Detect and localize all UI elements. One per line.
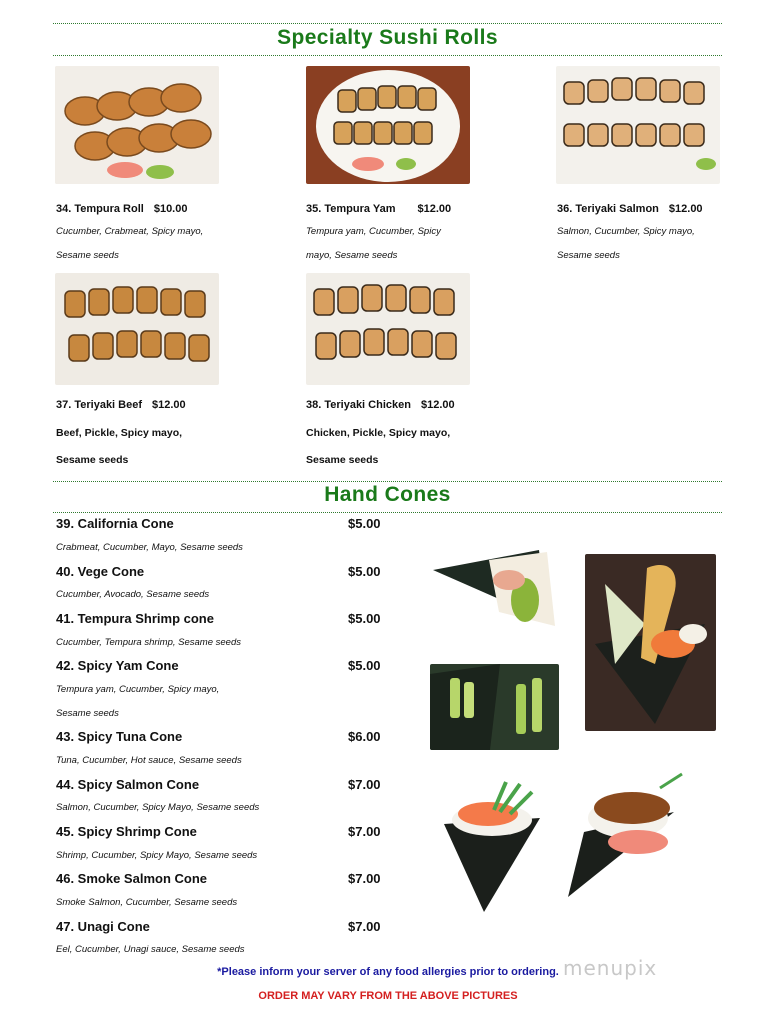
cone-desc: Eel, Cucumber, Unagi sauce, Sesame seeds — [56, 944, 245, 955]
cone-desc: Shrimp, Cucumber, Spicy Mayo, Sesame seeds — [56, 850, 258, 861]
roll-desc — [306, 220, 481, 268]
cone-price: $6.00 — [348, 729, 381, 744]
hand-cone-photo — [564, 772, 690, 897]
sushi-roll-photo — [55, 66, 219, 184]
allergy-note: *Please inform your server of any food allergies prior to ordering. — [217, 966, 559, 978]
roll-desc-line: Sesame seeds — [306, 454, 379, 466]
roll-desc — [56, 420, 231, 474]
cone-price: $5.00 — [348, 516, 381, 531]
cone-name: 45. Spicy Shrimp Cone — [56, 824, 197, 839]
cone-desc: Crabmeat, Cucumber, Mayo, Sesame seeds — [56, 542, 243, 553]
cone-price: $7.00 — [348, 871, 381, 886]
roll-price: $10.00 — [153, 203, 188, 215]
roll-name: 38. Teriyaki Chicken — [306, 399, 411, 411]
cone-desc: Sesame seeds — [56, 708, 119, 719]
hand-cone-photo — [429, 540, 559, 632]
hand-cone-photo — [585, 554, 716, 731]
cone-desc: Smoke Salmon, Cucumber, Sesame seeds — [56, 897, 238, 908]
roll-desc-line: Sesame seeds — [56, 454, 129, 466]
cone-desc: Tempura yam, Cucumber, Spicy mayo, — [56, 684, 220, 695]
roll-desc-line: Cucumber, Crabmeat, Spicy mayo, — [56, 226, 204, 237]
menupix-watermark: menupix — [563, 956, 658, 980]
cone-name: 46. Smoke Salmon Cone — [56, 871, 207, 886]
cone-desc: Salmon, Cucumber, Spicy Mayo, Sesame seeds — [56, 802, 260, 813]
hand-cone-photo — [440, 778, 553, 912]
cone-price: $5.00 — [348, 658, 381, 673]
roll-desc — [56, 220, 231, 268]
cone-price: $7.00 — [348, 824, 381, 839]
roll-price: $12.00 — [417, 203, 452, 215]
cone-desc: Cucumber, Avocado, Sesame seeds — [56, 589, 210, 600]
roll-item-38 — [306, 399, 455, 411]
roll-item-35 — [306, 203, 451, 215]
cone-name: 47. Unagi Cone — [56, 919, 150, 934]
roll-item-34 — [56, 203, 187, 215]
roll-desc — [306, 420, 481, 474]
roll-item-37 — [56, 399, 186, 411]
roll-name: 34. Tempura Roll — [56, 203, 144, 215]
hand-cones-title: Hand Cones — [324, 483, 451, 506]
order-disclaimer: ORDER MAY VARY FROM THE ABOVE PICTURES — [258, 990, 518, 1002]
roll-price: $12.00 — [668, 203, 703, 215]
roll-desc-line: mayo, Sesame seeds — [306, 250, 398, 261]
top-divider — [53, 23, 722, 24]
cone-desc: Tuna, Cucumber, Hot sauce, Sesame seeds — [56, 755, 242, 766]
sushi-roll-photo — [556, 66, 720, 184]
cone-name: 43. Spicy Tuna Cone — [56, 729, 183, 744]
cone-name: 42. Spicy Yam Cone — [56, 658, 179, 673]
hand-cones-divider-bottom — [53, 512, 722, 513]
roll-desc — [557, 220, 732, 268]
roll-desc-line: Salmon, Cucumber, Spicy mayo, — [557, 226, 695, 237]
cone-price: $7.00 — [348, 919, 381, 934]
sushi-roll-photo — [306, 273, 470, 385]
roll-desc-line: Sesame seeds — [56, 250, 119, 261]
roll-name: 36. Teriyaki Salmon — [557, 203, 659, 215]
cone-price: $5.00 — [348, 564, 381, 579]
cone-price: $5.00 — [348, 611, 381, 626]
cone-name: 39. California Cone — [56, 516, 174, 531]
roll-name: 37. Teriyaki Beef — [56, 399, 143, 411]
cone-name: 40. Vege Cone — [56, 564, 145, 579]
roll-desc-line: Tempura yam, Cucumber, Spicy — [306, 226, 441, 237]
hand-cone-photo — [430, 664, 559, 750]
roll-item-36 — [557, 203, 703, 215]
roll-name: 35. Tempura Yam — [306, 203, 396, 215]
cone-price: $7.00 — [348, 777, 381, 792]
cone-name: 41. Tempura Shrimp cone — [56, 611, 214, 626]
specialty-rolls-title: Specialty Sushi Rolls — [277, 26, 498, 49]
hand-cones-divider-top — [53, 481, 722, 482]
cone-name: 44. Spicy Salmon Cone — [56, 777, 200, 792]
roll-price: $12.00 — [152, 399, 186, 411]
sushi-roll-photo — [55, 273, 219, 385]
specialty-divider — [53, 55, 722, 56]
roll-desc-line: Beef, Pickle, Spicy mayo, — [56, 427, 183, 439]
sushi-roll-photo — [306, 66, 470, 184]
roll-desc-line: Sesame seeds — [557, 250, 620, 261]
roll-price: $12.00 — [420, 399, 455, 411]
roll-desc-line: Chicken, Pickle, Spicy mayo, — [306, 427, 451, 439]
cone-desc: Cucumber, Tempura shrimp, Sesame seeds — [56, 637, 241, 648]
